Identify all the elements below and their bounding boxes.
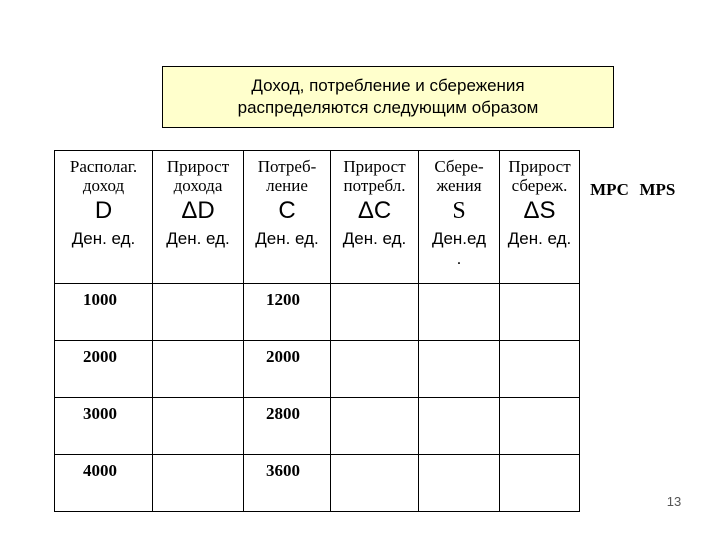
header-unit: Ден.ед xyxy=(431,229,487,248)
header-label: Прирост xyxy=(166,157,230,176)
cell-d: 1000 xyxy=(55,284,153,341)
header-label: Сбере- xyxy=(434,157,484,176)
cell-s xyxy=(419,284,500,341)
header-disposable-income xyxy=(55,151,153,284)
header-symbol: C xyxy=(278,197,296,224)
income-table xyxy=(54,150,690,512)
title-line-1: Доход, потребление и сбережения xyxy=(251,76,525,95)
header-label: ление xyxy=(266,176,308,195)
cell-d: 3000 xyxy=(55,398,153,455)
cell-delta-s xyxy=(500,284,580,341)
header-label: дохода xyxy=(173,176,223,195)
table-row xyxy=(55,284,690,341)
header-label: потребл. xyxy=(343,176,406,195)
header-mpc: MPC xyxy=(590,179,629,199)
cell-delta-s xyxy=(500,341,580,398)
header-unit: Ден. ед. xyxy=(255,229,319,248)
page-number: 13 xyxy=(666,494,682,509)
header-unit-dot: . xyxy=(456,249,462,268)
header-row xyxy=(55,151,690,284)
cell-delta-c xyxy=(331,341,419,398)
header-unit: Ден. ед. xyxy=(507,229,572,248)
header-label: доход xyxy=(82,176,125,195)
cell-delta-s xyxy=(500,398,580,455)
cell-delta-d xyxy=(153,284,244,341)
cell-delta-s xyxy=(500,455,580,512)
title-box xyxy=(162,66,614,128)
header-savings-increase xyxy=(500,151,580,284)
cell-s xyxy=(419,398,500,455)
header-mps: MPS xyxy=(639,179,676,199)
header-consumption xyxy=(244,151,331,284)
header-unit: Ден. ед. xyxy=(166,229,230,248)
header-consumption-increase xyxy=(331,151,419,284)
header-symbol: D xyxy=(94,197,113,224)
header-unit: Ден. ед. xyxy=(342,229,407,248)
header-symbol: ΔD xyxy=(181,197,215,224)
table-row xyxy=(55,341,690,398)
cell-s xyxy=(419,455,500,512)
cell-c: 1200 xyxy=(244,284,331,341)
title-line-2: распределяются следующим образом xyxy=(237,98,539,117)
cell-d: 2000 xyxy=(55,341,153,398)
header-symbol: S xyxy=(452,198,466,224)
cell-delta-d xyxy=(153,398,244,455)
cell-d: 4000 xyxy=(55,455,153,512)
table-row xyxy=(55,398,690,455)
cell-delta-c xyxy=(331,455,419,512)
header-label: Прирост xyxy=(343,157,406,176)
header-symbol: ΔC xyxy=(357,197,392,224)
cell-c: 2800 xyxy=(244,398,331,455)
cell-delta-c xyxy=(331,398,419,455)
cell-s xyxy=(419,341,500,398)
header-symbol: ΔS xyxy=(523,197,556,224)
header-savings xyxy=(419,151,500,284)
header-unit: Ден. ед. xyxy=(71,229,136,248)
cell-delta-d xyxy=(153,341,244,398)
header-label: Потреб- xyxy=(257,157,317,176)
table-row xyxy=(55,455,690,512)
cell-c: 3600 xyxy=(244,455,331,512)
cell-delta-c xyxy=(331,284,419,341)
header-income-increase xyxy=(153,151,244,284)
header-label: Располаг. xyxy=(69,157,138,176)
header-label: Прирост xyxy=(508,157,571,176)
cell-c: 2000 xyxy=(244,341,331,398)
header-label: сбереж. xyxy=(511,176,568,195)
cell-delta-d xyxy=(153,455,244,512)
header-label: жения xyxy=(436,176,482,195)
